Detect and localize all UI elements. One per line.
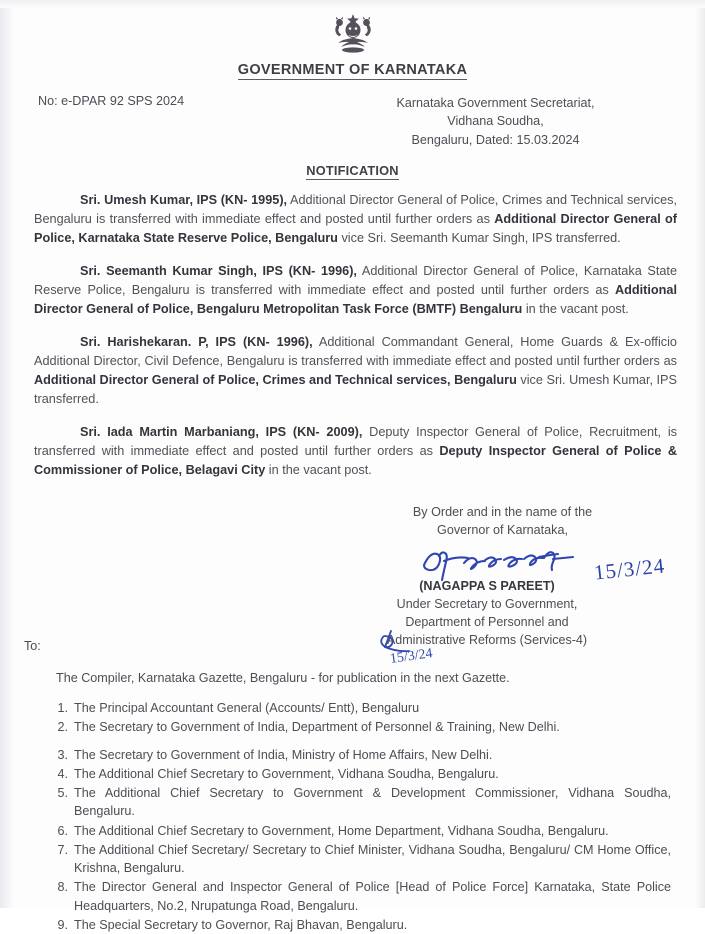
page-edge-right [695, 0, 705, 908]
list-item-number: 1. [57, 701, 68, 716]
designation-line-3: Administrative Reforms (Services-4) [386, 632, 588, 647]
paragraph-3-text-b: vice Sri. Umesh Kumar, IPS transferred. [34, 373, 677, 407]
address-line-1: Karnataka Government Secretariat, [396, 96, 595, 110]
paragraph-3-text-a: Additional Commandant General, Home Guards & Ex-officio Additional Director, Civil Defence, Bengaluru is transferred with immediate effect and posted until further orders as [34, 334, 677, 368]
list-item-text: The Director General and Inspector General of Police [Head of Police Force] Karnataka, State Police Headquarters, No.2, Nrupatunga Road, Bengaluru. [74, 880, 671, 913]
page-edge-left [0, 0, 14, 908]
secretariat-address [338, 94, 683, 149]
list-item-number: 8. [57, 880, 68, 895]
list-item-text: The Special Secretary to Governor, Raj Bhavan, Bengaluru. [74, 917, 408, 932]
compiler-line: The Compiler, Karnataka Gazette, Bengaluru - for publication in the next Gazette. [56, 671, 510, 686]
signatory-name: (NAGAPPA S PAREET) [419, 579, 555, 594]
list-item [22, 841, 683, 878]
officer-name-3: Sri. Harishekaran. P, IPS (KN- 1996), [80, 334, 313, 349]
list-item-number: 5. [57, 786, 68, 801]
list-item [22, 746, 683, 764]
list-item-text: The Secretary to Government of India, Department of Personnel & Training, New Delhi. [74, 720, 560, 735]
transfer-paragraph-2 [22, 262, 683, 320]
posting-1: Additional Director General of Police, Karnataka State Reserve Police, Bengaluru [34, 212, 677, 246]
list-item [22, 699, 683, 717]
address-line-2: Vidhana Soudha, [447, 114, 544, 129]
officer-name-4: Sri. Iada Martin Marbaniang, IPS (KN- 2009), [80, 424, 363, 439]
posting-2: Additional Director General of Police, Bengaluru Metropolitan Task Force (BMTF) Bengaluru [34, 282, 677, 317]
signature-zone [22, 541, 683, 647]
by-order-line-1: By Order and in the name of the [412, 504, 593, 519]
karnataka-state-emblem-icon [327, 10, 379, 56]
list-item [22, 784, 683, 821]
initial-mark-date: 15/3/24 [389, 646, 434, 668]
handwritten-signature-icon [420, 543, 595, 583]
list-item-text: The Additional Chief Secretary to Government, Vidhana Soudha, Bengaluru. [74, 766, 499, 781]
list-item-text: The Secretary to Government of India, Ministry of Home Affairs, New Delhi. [74, 747, 493, 762]
to-label: To: [24, 639, 41, 654]
paragraph-4-text-a: Deputy Inspector General of Police, Recruitment, is transferred with immediate effect and posted until further orders as [34, 424, 677, 459]
paragraph-4-text-b: in the vacant post. [265, 463, 372, 478]
by-order-block [22, 503, 683, 540]
notification-heading-text: NOTIFICATION [306, 162, 399, 178]
posting-3: Additional Director General of Police, Crimes and Technical services, Bengaluru [34, 373, 517, 388]
list-item-text: The Additional Chief Secretary to Government, Home Department, Vidhana Soudha, Bengaluru. [74, 823, 609, 838]
list-item-text: The Principal Accountant General (Accounts/ Entt), Bengaluru [74, 701, 420, 716]
list-item [22, 718, 683, 736]
list-item [22, 765, 683, 783]
posting-4: Deputy Inspector General of Police & Commissioner of Police, Belagavi City [34, 444, 677, 478]
paragraph-1-text-a: Additional Director General of Police, Crimes and Technical services, Bengaluru is transferred with immediate effect and posted until further orders as [34, 192, 678, 227]
government-title [22, 62, 683, 78]
designation-line-2: Department of Personnel and [405, 614, 569, 629]
list-item-number: 4. [57, 766, 68, 781]
paragraph-2-text-b: in the vacant post. [522, 302, 629, 317]
list-item [22, 878, 683, 915]
list-item-text: The Additional Chief Secretary/ Secretary to Chief Minister, Vidhana Soudha, Bengaluru/ CM Home Office, Krishna, Bengaluru. [74, 842, 671, 876]
notification-heading [22, 163, 683, 178]
transfer-paragraph-4 [22, 423, 683, 481]
list-item [22, 822, 683, 840]
to-row [22, 639, 683, 668]
officer-name-2: Sri. Seemanth Kumar Singh, IPS (KN- 1996), [80, 263, 357, 278]
emblem-container [22, 0, 683, 60]
address-line-3: Bengaluru, Dated: 15.03.2024 [411, 132, 580, 147]
reference-number: No: e-DPAR 92 SPS 2024 [38, 94, 185, 108]
list-item-text: The Additional Chief Secretary to Government & Development Commissioner, Vidhana Soudha, Bengaluru. [74, 786, 671, 819]
paragraph-1-text-b: vice Sri. Seemanth Kumar Singh, IPS transferred. [337, 231, 621, 246]
list-item-number: 9. [57, 917, 68, 932]
list-item-number: 7. [57, 842, 68, 857]
list-item-number: 6. [57, 823, 68, 838]
reference-address-row [22, 94, 683, 149]
list-item-number: 2. [57, 720, 68, 735]
by-order-line-2: Governor of Karnataka, [437, 522, 568, 537]
signature-date: 15/3/24 [592, 553, 667, 585]
government-title-text: GOVERNMENT OF KARNATAKA [237, 62, 468, 78]
list-item-number: 3. [57, 747, 68, 762]
officer-name-1: Sri. Umesh Kumar, IPS (KN- 1995), [80, 192, 288, 207]
paragraph-2-text-a: Additional Director General of Police, Karnataka State Reserve Police, Bengaluru is transferred with immediate effect and posted until further orders as [34, 263, 678, 297]
recipient-list [22, 699, 683, 934]
transfer-paragraph-3 [22, 333, 683, 410]
list-item [22, 916, 683, 934]
transfer-paragraph-1 [22, 191, 683, 249]
designation-line-1: Under Secretary to Government, [396, 597, 578, 612]
